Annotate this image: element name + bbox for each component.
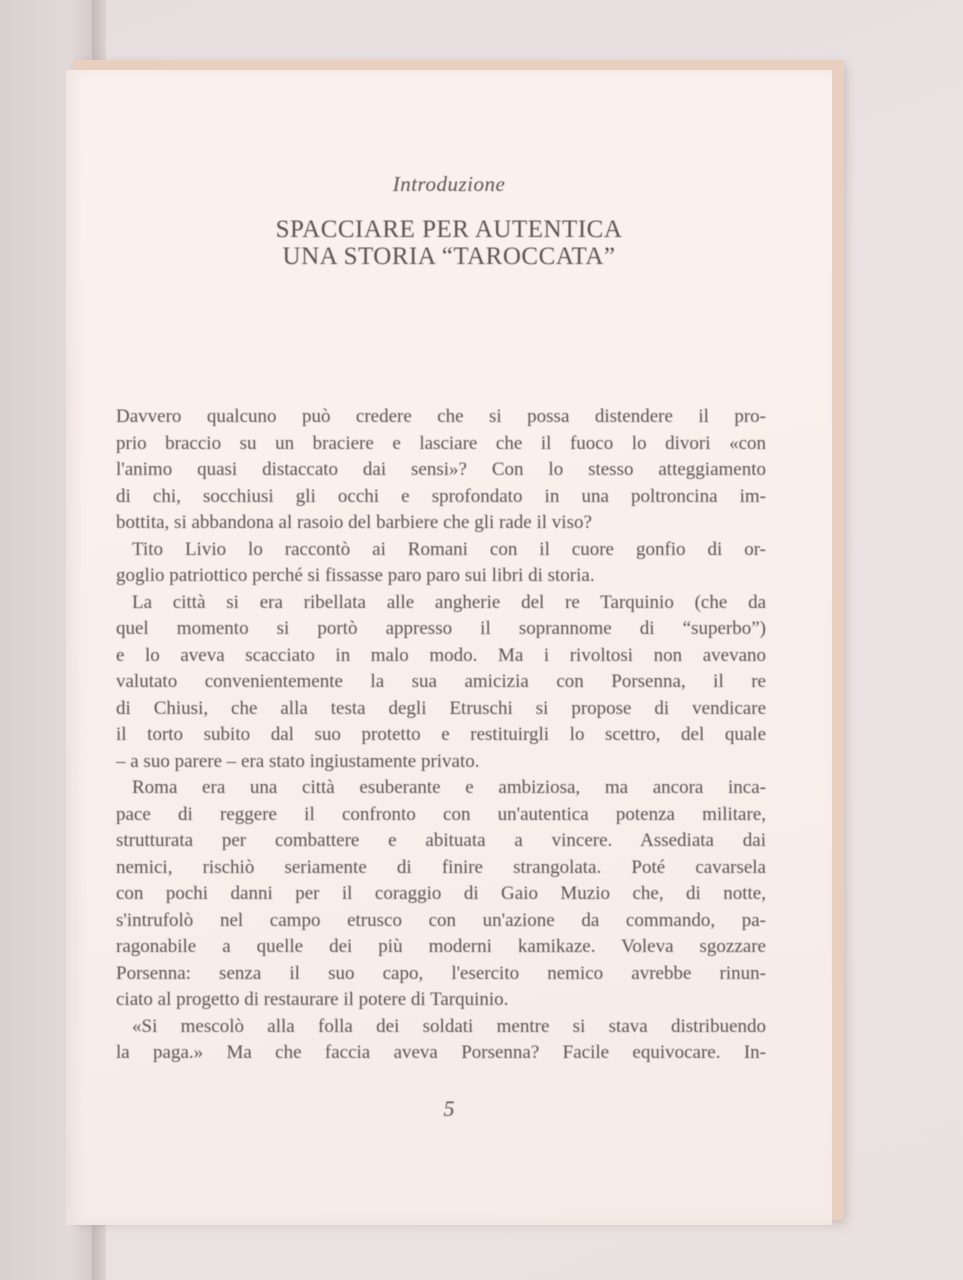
body-line: goglio patriottico perché si fissasse paro paro sui libri di storia. (116, 565, 595, 586)
chapter-title (66, 216, 832, 270)
body-line: il torto subito dal suo protetto e restituirgli lo scettro, del quale (116, 724, 766, 745)
body-line: «Si mescolò alla folla dei soldati mentre si stava distribuendo (132, 1015, 766, 1037)
body-line: nemici, rischiò seriamente di finire strangolata. Poté cavarsela (116, 856, 766, 878)
body-line: s'intrufolò nel campo etrusco con un'azione da commando, pa- (116, 909, 766, 931)
body-line: Tito Livio lo raccontò ai Romani con il cuore gonfio di or- (132, 538, 766, 560)
body-text (116, 404, 766, 1067)
body-line: Roma era una città esuberante e ambiziosa, ma ancora inca- (132, 777, 766, 798)
body-line: Porsenna: senza il suo capo, l'esercito nemico avrebbe rinun- (116, 962, 766, 984)
book-page (66, 70, 832, 1225)
body-line: strutturata per combattere e abituata a vincere. Assediata dai (116, 830, 766, 851)
body-line: Davvero qualcuno può credere che si possa distendere il pro- (116, 406, 766, 427)
body-line: – a suo parere – era stato ingiustamente privato. (116, 750, 480, 772)
chapter-title-line: UNA STORIA “TAROCCATA” (282, 243, 616, 270)
body-line: di chi, socchiusi gli occhi e sprofondato in una poltroncina im- (116, 485, 766, 507)
chapter-kicker: Introduzione (392, 172, 506, 196)
body-line: con pochi danni per il coraggio di Gaio Muzio che, di notte, (116, 883, 766, 904)
page-number: 5 (443, 1096, 455, 1121)
chapter-title-line: SPACCIARE PER AUTENTICA (275, 216, 623, 243)
body-line: prio braccio su un braciere e lasciare che il fuoco lo divori «con (116, 432, 766, 454)
body-line: e lo aveva scacciato in malo modo. Ma i rivoltosi non avevano (116, 644, 766, 666)
body-line: di Chiusi, che alla testa degli Etruschi si propose di vendicare (116, 697, 766, 719)
body-line: bottita, si abbandona al rasoio del barbiere che gli rade il viso? (116, 512, 592, 533)
body-line: La città si era ribellata alle angherie del re Tarquinio (che da (132, 591, 766, 613)
body-line: pace di reggere il confronto con un'autentica potenza militare, (116, 803, 766, 825)
body-line: valutato convenientemente la sua amicizia con Porsenna, il re (116, 671, 766, 692)
body-line: ragonabile a quelle dei più moderni kamikaze. Voleva sgozzare (116, 936, 766, 957)
body-line: quel momento si portò appresso il soprannome di “superbo”) (116, 618, 766, 639)
body-line: la paga.» Ma che faccia aveva Porsenna? Facile equivocare. In- (116, 1042, 766, 1063)
body-line: ciato al progetto di restaurare il potere di Tarquinio. (116, 989, 509, 1010)
body-line: l'animo quasi distaccato dai sensi»? Con lo stesso atteggiamento (116, 459, 766, 480)
